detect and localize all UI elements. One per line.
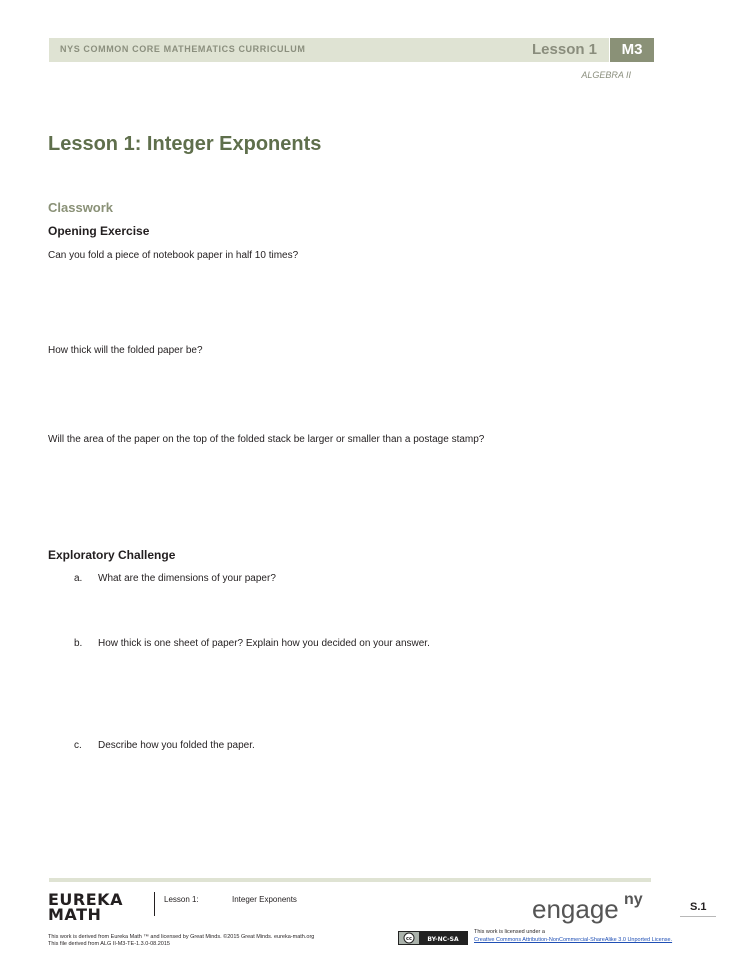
footer-credit: This work is derived from Eureka Math ™ and licensed by Great Minds. ©2015 Great Minds. eureka-math.org — [48, 934, 315, 940]
opening-question-1: Can you fold a piece of notebook paper in half 10 times? — [48, 250, 299, 261]
footer-separator — [154, 892, 155, 916]
footer-lesson-name: Integer Exponents — [232, 895, 297, 904]
exploratory-challenge-heading: Exploratory Challenge — [48, 548, 176, 562]
opening-question-2: How thick will the folded paper be? — [48, 345, 203, 356]
page-title: Lesson 1: Integer Exponents — [48, 133, 322, 155]
eureka-math-logo — [48, 892, 128, 922]
cc-badge-label: BY-NC-SA — [427, 936, 459, 943]
item-label-a: a. — [74, 573, 83, 584]
item-label-c: c. — [74, 740, 82, 751]
logo-word-math: MATH — [48, 905, 102, 924]
footer-rule — [49, 878, 651, 882]
opening-question-3: Will the area of the paper on the top of the folded stack be larger or smaller than a postage stamp? — [48, 434, 485, 445]
lesson-number: Lesson 1 — [532, 41, 598, 58]
svg-text:cc: cc — [406, 936, 412, 942]
footer-lesson-label: Lesson 1: — [164, 895, 199, 904]
section-heading: Classwork — [48, 200, 114, 215]
curriculum-name: NYS COMMON CORE MATHEMATICS CURRICULUM — [60, 44, 306, 54]
license-text: This work is licensed under a — [474, 929, 545, 935]
course-name: ALGEBRA II — [581, 70, 631, 80]
item-label-b: b. — [74, 638, 83, 649]
engage-wordmark: engage — [532, 894, 619, 924]
engage-superscript: ny — [624, 891, 643, 908]
item-text-c: Describe how you folded the paper. — [98, 740, 255, 751]
item-text-b: How thick is one sheet of paper? Explain how you decided on your answer. — [98, 638, 430, 649]
engageny-logo — [532, 890, 657, 924]
page-number: S.1 — [690, 901, 707, 913]
module-badge: M3 — [610, 38, 654, 62]
footer-file-info: This file derived from ALG II-M3-TE-1.3.0-08.2015 — [48, 941, 170, 947]
page-number-rule — [680, 916, 716, 917]
opening-exercise-heading: Opening Exercise — [48, 224, 150, 238]
creative-commons-icon — [398, 931, 468, 945]
item-text-a: What are the dimensions of your paper? — [98, 573, 276, 584]
logo-word-eureka: EUREKA — [48, 890, 123, 909]
license-link[interactable]: Creative Commons Attribution-NonCommercial-ShareAlike 3.0 Unported License. — [474, 937, 673, 943]
